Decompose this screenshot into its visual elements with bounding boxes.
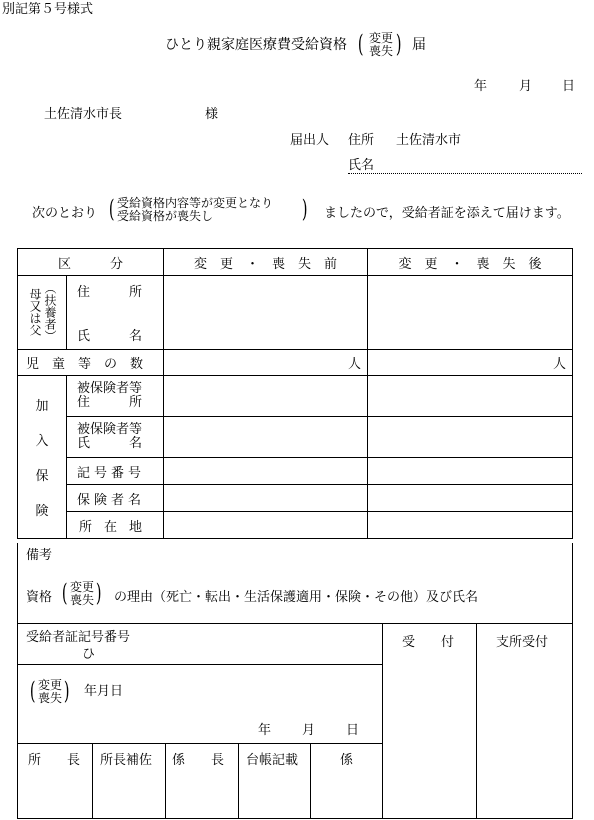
insured-name-after-cell[interactable]: [368, 417, 573, 458]
stamp-divider-1: [92, 743, 93, 818]
stamp-ledger: 台帳記載: [246, 753, 299, 768]
statement-close-paren: ): [301, 195, 308, 223]
title-main: ひとり親家庭医療費受給資格: [165, 37, 347, 53]
reason-stack: [68, 581, 96, 607]
reason-close-paren: ): [95, 579, 102, 607]
insurer-name-after-cell[interactable]: [368, 485, 573, 512]
parent-name-label: [67, 330, 164, 343]
receipt-label: 受 付: [402, 635, 455, 650]
parent-before-cell[interactable]: [164, 276, 368, 350]
insurance-label: [18, 395, 66, 519]
office-divider-2: [476, 623, 477, 818]
office-month: 月: [302, 723, 316, 738]
stamp-director: 所 長: [28, 753, 81, 768]
date-change: 変更: [37, 678, 62, 692]
office-day: 日: [346, 723, 360, 738]
children-after-cell[interactable]: [368, 350, 573, 376]
date-stack: [36, 679, 64, 705]
insurer-name-before-cell[interactable]: [164, 485, 368, 512]
location-label: 所在地: [79, 519, 155, 535]
option-change: 受給資格内容等が変更となり: [117, 196, 274, 210]
statement-prefix: 次のとおり: [32, 206, 98, 221]
insurance-label-cell: [18, 376, 67, 539]
stamp-deputy: 所長補佐: [100, 753, 153, 768]
insured-address-label-cell: [67, 376, 164, 417]
date-month: 月: [519, 79, 533, 94]
applicant-label: 届出人: [290, 133, 330, 148]
insured-address-label-1: 被保険者等: [77, 381, 143, 396]
title-change: 変更: [368, 31, 393, 45]
parent-after-cell[interactable]: [368, 276, 573, 350]
reason-change: 変更: [69, 580, 94, 594]
statement-open-paren: (: [108, 195, 115, 223]
title-suffix: 届: [412, 37, 426, 53]
symbol-number-after-cell[interactable]: [368, 458, 573, 485]
remarks-label: 備考: [26, 548, 53, 563]
children-unit-after: 人: [553, 357, 567, 372]
date-close-paren: ): [63, 677, 70, 705]
reason-open-paren: (: [61, 579, 68, 607]
office-section: [17, 623, 573, 819]
stamp-divider-4: [310, 743, 311, 818]
date-divider: [18, 743, 382, 744]
name-underline: [348, 173, 582, 174]
title-close-paren: ): [395, 30, 402, 58]
certificate-divider: [18, 664, 382, 665]
insurance-char-2: 入: [35, 434, 49, 449]
symbol-number-label-cell: [67, 458, 164, 485]
option-loss: 受給資格が喪失し: [117, 209, 214, 223]
location-label-cell: [67, 512, 164, 539]
honorific: 様: [205, 107, 219, 122]
parent-label-cell: [18, 276, 67, 350]
address-value: 土佐清水市: [396, 133, 462, 148]
title-open-paren: (: [357, 30, 364, 58]
insurance-char-4: 険: [35, 504, 49, 519]
insurer-name-label: 保険者名: [77, 492, 146, 508]
date-suffix: 年月日: [84, 684, 124, 699]
header-after: 変 更 ・ 喪 失 後: [398, 256, 542, 272]
certificate-number-label: 受給者証記号番号: [26, 630, 131, 645]
insured-name-label-2: 氏 名: [77, 436, 143, 451]
date-loss: 喪失: [37, 691, 62, 705]
certificate-prefix: ひ: [82, 647, 96, 662]
location-after-cell[interactable]: [368, 512, 573, 539]
parent-label: 母又は父: [28, 288, 42, 336]
parent-fields-cell: [67, 276, 164, 350]
insurance-char-3: 保: [35, 469, 49, 484]
insured-address-after-cell[interactable]: [368, 376, 573, 417]
location-before-cell[interactable]: [164, 512, 368, 539]
branch-receipt-label: 支所受付: [496, 635, 549, 650]
info-table: [17, 248, 573, 539]
stamp-divider-2: [165, 743, 166, 818]
insured-name-label-1: 被保険者等: [77, 422, 143, 437]
statement-options: [117, 197, 273, 223]
symbol-number-before-cell[interactable]: [164, 458, 368, 485]
title-stack: [367, 32, 395, 58]
office-year: 年: [258, 723, 272, 738]
statement-suffix: ましたので，受給者証を添えて届けます。: [324, 206, 570, 221]
name-label: 氏名: [348, 158, 375, 173]
stamp-divider-3: [238, 743, 239, 818]
parent-label-wrap: [24, 282, 60, 342]
header-category: 区 分: [58, 256, 124, 272]
parent-address-label: [67, 286, 164, 299]
header-before-cell: [164, 249, 368, 276]
children-before-cell[interactable]: [164, 350, 368, 376]
address-label: 住所: [348, 133, 375, 148]
date-day: 日: [562, 79, 576, 94]
stamp-staff: 係: [340, 753, 354, 768]
children-unit-before: 人: [348, 357, 362, 372]
dependent-label: 扶養者: [43, 294, 57, 330]
mayor-name: 土佐清水市長: [44, 107, 123, 122]
header-category-cell: [18, 249, 164, 276]
parent-name-label-text: 氏 名: [77, 329, 143, 344]
insured-address-before-cell[interactable]: [164, 376, 368, 417]
header-before: 変 更 ・ 喪 失 前: [194, 256, 338, 272]
insurer-name-label-cell: [67, 485, 164, 512]
children-label-cell: [18, 350, 164, 376]
insured-name-before-cell[interactable]: [164, 417, 368, 458]
stamp-chief: 係 長: [172, 753, 225, 768]
title-loss: 喪失: [368, 44, 393, 58]
header-after-cell: [368, 249, 573, 276]
reason-prefix: 資格: [26, 590, 53, 605]
children-label: 児 童 等 の 数: [26, 357, 144, 372]
reason-suffix: の理由（死亡・転出・生活保護適用・保険・その他）及び氏名: [114, 590, 479, 605]
insured-name-label-cell: [67, 417, 164, 458]
dependent-label-wrap: （扶養者）: [43, 282, 57, 342]
form-number: 別記第５号様式: [2, 2, 94, 17]
parent-address-label-text: 住 所: [77, 285, 143, 300]
office-divider-1: [382, 623, 383, 818]
symbol-number-label: 記号番号: [77, 465, 146, 481]
date-open-paren: (: [29, 677, 36, 705]
date-year: 年: [474, 79, 488, 94]
insured-address-label-2: 住 所: [77, 395, 143, 410]
remarks-box: [17, 543, 573, 624]
insurance-char-1: 加: [35, 399, 49, 414]
reason-loss: 喪失: [69, 593, 94, 607]
